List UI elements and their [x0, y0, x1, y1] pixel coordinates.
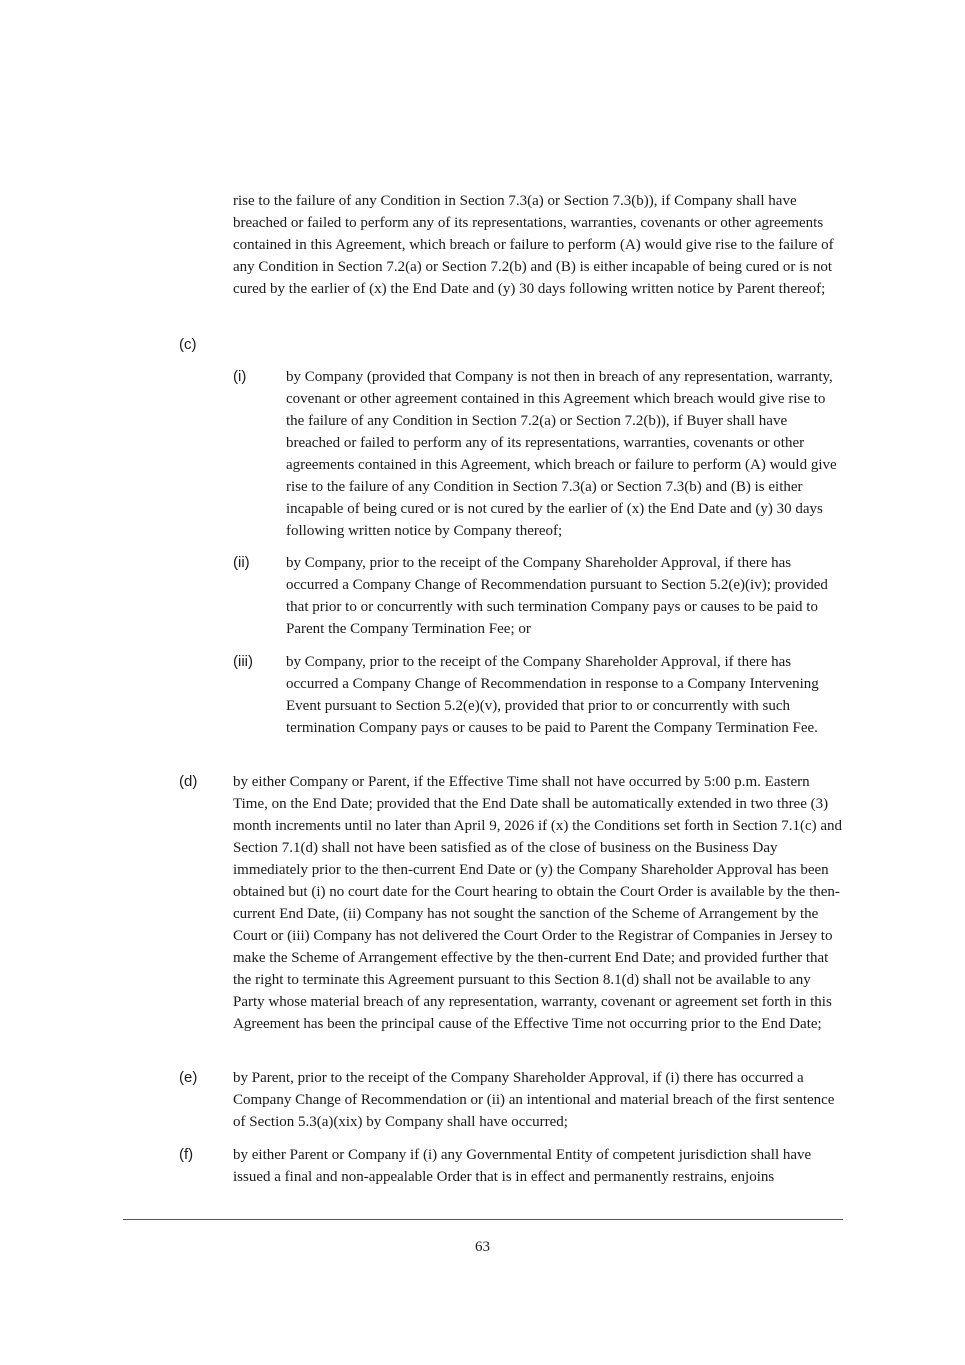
section-d-text: by either Company or Parent, if the Effective Time shall not have occurred by 5:00 p.m. Eastern Time, on the End Date; provided that the End Date shall be automatically extended in two three (3) month increments until no later than April 9, 2026 if (x) the Conditions set forth in Section 7.1(c) and Section 7.1(d) shall not have been satisfied as of the close of business on the Business Day immediately prior to the then-current End Date or (y) the Company Shareholder Approval has been obtained but (i) no court date for the Court hearing to obtain the Court Order is available by the then-current End Date, (ii) Company has not sought the sanction of the Scheme of Arrangement by the Court or (iii) Company has not delivered the Court Order to the Registrar of Companies in Jersey to make the Scheme of Arrangement effective by the then-current End Date; and provided further that the right to terminate this Agreement pursuant to this Section 8.1(d) shall not be available to any Party whose material breach of any representation, warranty, covenant or agreement set forth in this Agreement has been the principal cause of the Effective Time not occurring prior to the End Date;	[233, 774, 843, 1032]
continuation-paragraph: rise to the failure of any Condition in Section 7.3(a) or Section 7.3(b)), if Company shall have breached or failed to perform any of its representations, warranties, covenants or other agreements contained in this Agreement, which breach or failure to perform (A) would give rise to the failure of any Condition in Section 7.2(a) or Section 7.2(b) and (B) is either incapable of being cured or is not cured by the earlier of (x) the End Date and (y) 30 days following written notice by Parent thereof;	[233, 193, 834, 297]
section-f-label: (f)	[179, 1146, 194, 1163]
subsection-c-iii-text: by Company, prior to the receipt of the Company Shareholder Approval, if there has occurred a Company Change of Recommendation in response to a Company Intervening Event pursuant to Section 5.2(e)(v), provided that prior to or concurrently with such termination Company pays or causes to be paid to Parent the Company Termination Fee.	[286, 654, 819, 736]
subsection-c-ii-text: by Company, prior to the receipt of the Company Shareholder Approval, if there has occurred a Company Change of Recommendation pursuant to Section 5.2(e)(iv); provided that prior to or concurrently with such termination Company pays or causes to be paid to Parent the Company Termination Fee; or	[286, 555, 828, 637]
section-f-text: by either Parent or Company if (i) any Governmental Entity of competent jurisdiction shall have issued a final and non-appealable Order that is in effect and permanently restrains, enjoins	[233, 1147, 812, 1185]
subsection-c-iii-label: (iii)	[233, 653, 253, 670]
footer-divider	[123, 1219, 843, 1220]
section-e-label: (e)	[179, 1069, 198, 1086]
section-c-label: (c)	[179, 336, 197, 353]
section-e-text: by Parent, prior to the receipt of the Company Shareholder Approval, if (i) there has occurred a Company Change of Recommendation or (ii) an intentional and material breach of the first sentence of Section 5.3(a)(xix) by Company shall have occurred;	[233, 1070, 835, 1130]
page-number: 63	[475, 1239, 490, 1255]
section-d-label: (d)	[179, 773, 198, 790]
subsection-c-ii-label: (ii)	[233, 554, 250, 571]
subsection-c-i-text: by Company (provided that Company is not then in breach of any representation, warranty, covenant or other agreement contained in this Agreement which breach would give rise to the failure of any Condition in Section 7.2(a) or Section 7.2(b)), if Buyer shall have breached or failed to perform any of its representations, warranties, covenants or other agreements contained in this Agreement, which breach or failure to perform (A) would give rise to the failure of any Condition in Section 7.3(a) or Section 7.3(b) and (B) is either incapable of being cured or is not cured by the earlier of (x) the End Date and (y) 30 days following written notice by Company thereof;	[286, 369, 837, 539]
subsection-c-i-label: (i)	[233, 368, 247, 385]
